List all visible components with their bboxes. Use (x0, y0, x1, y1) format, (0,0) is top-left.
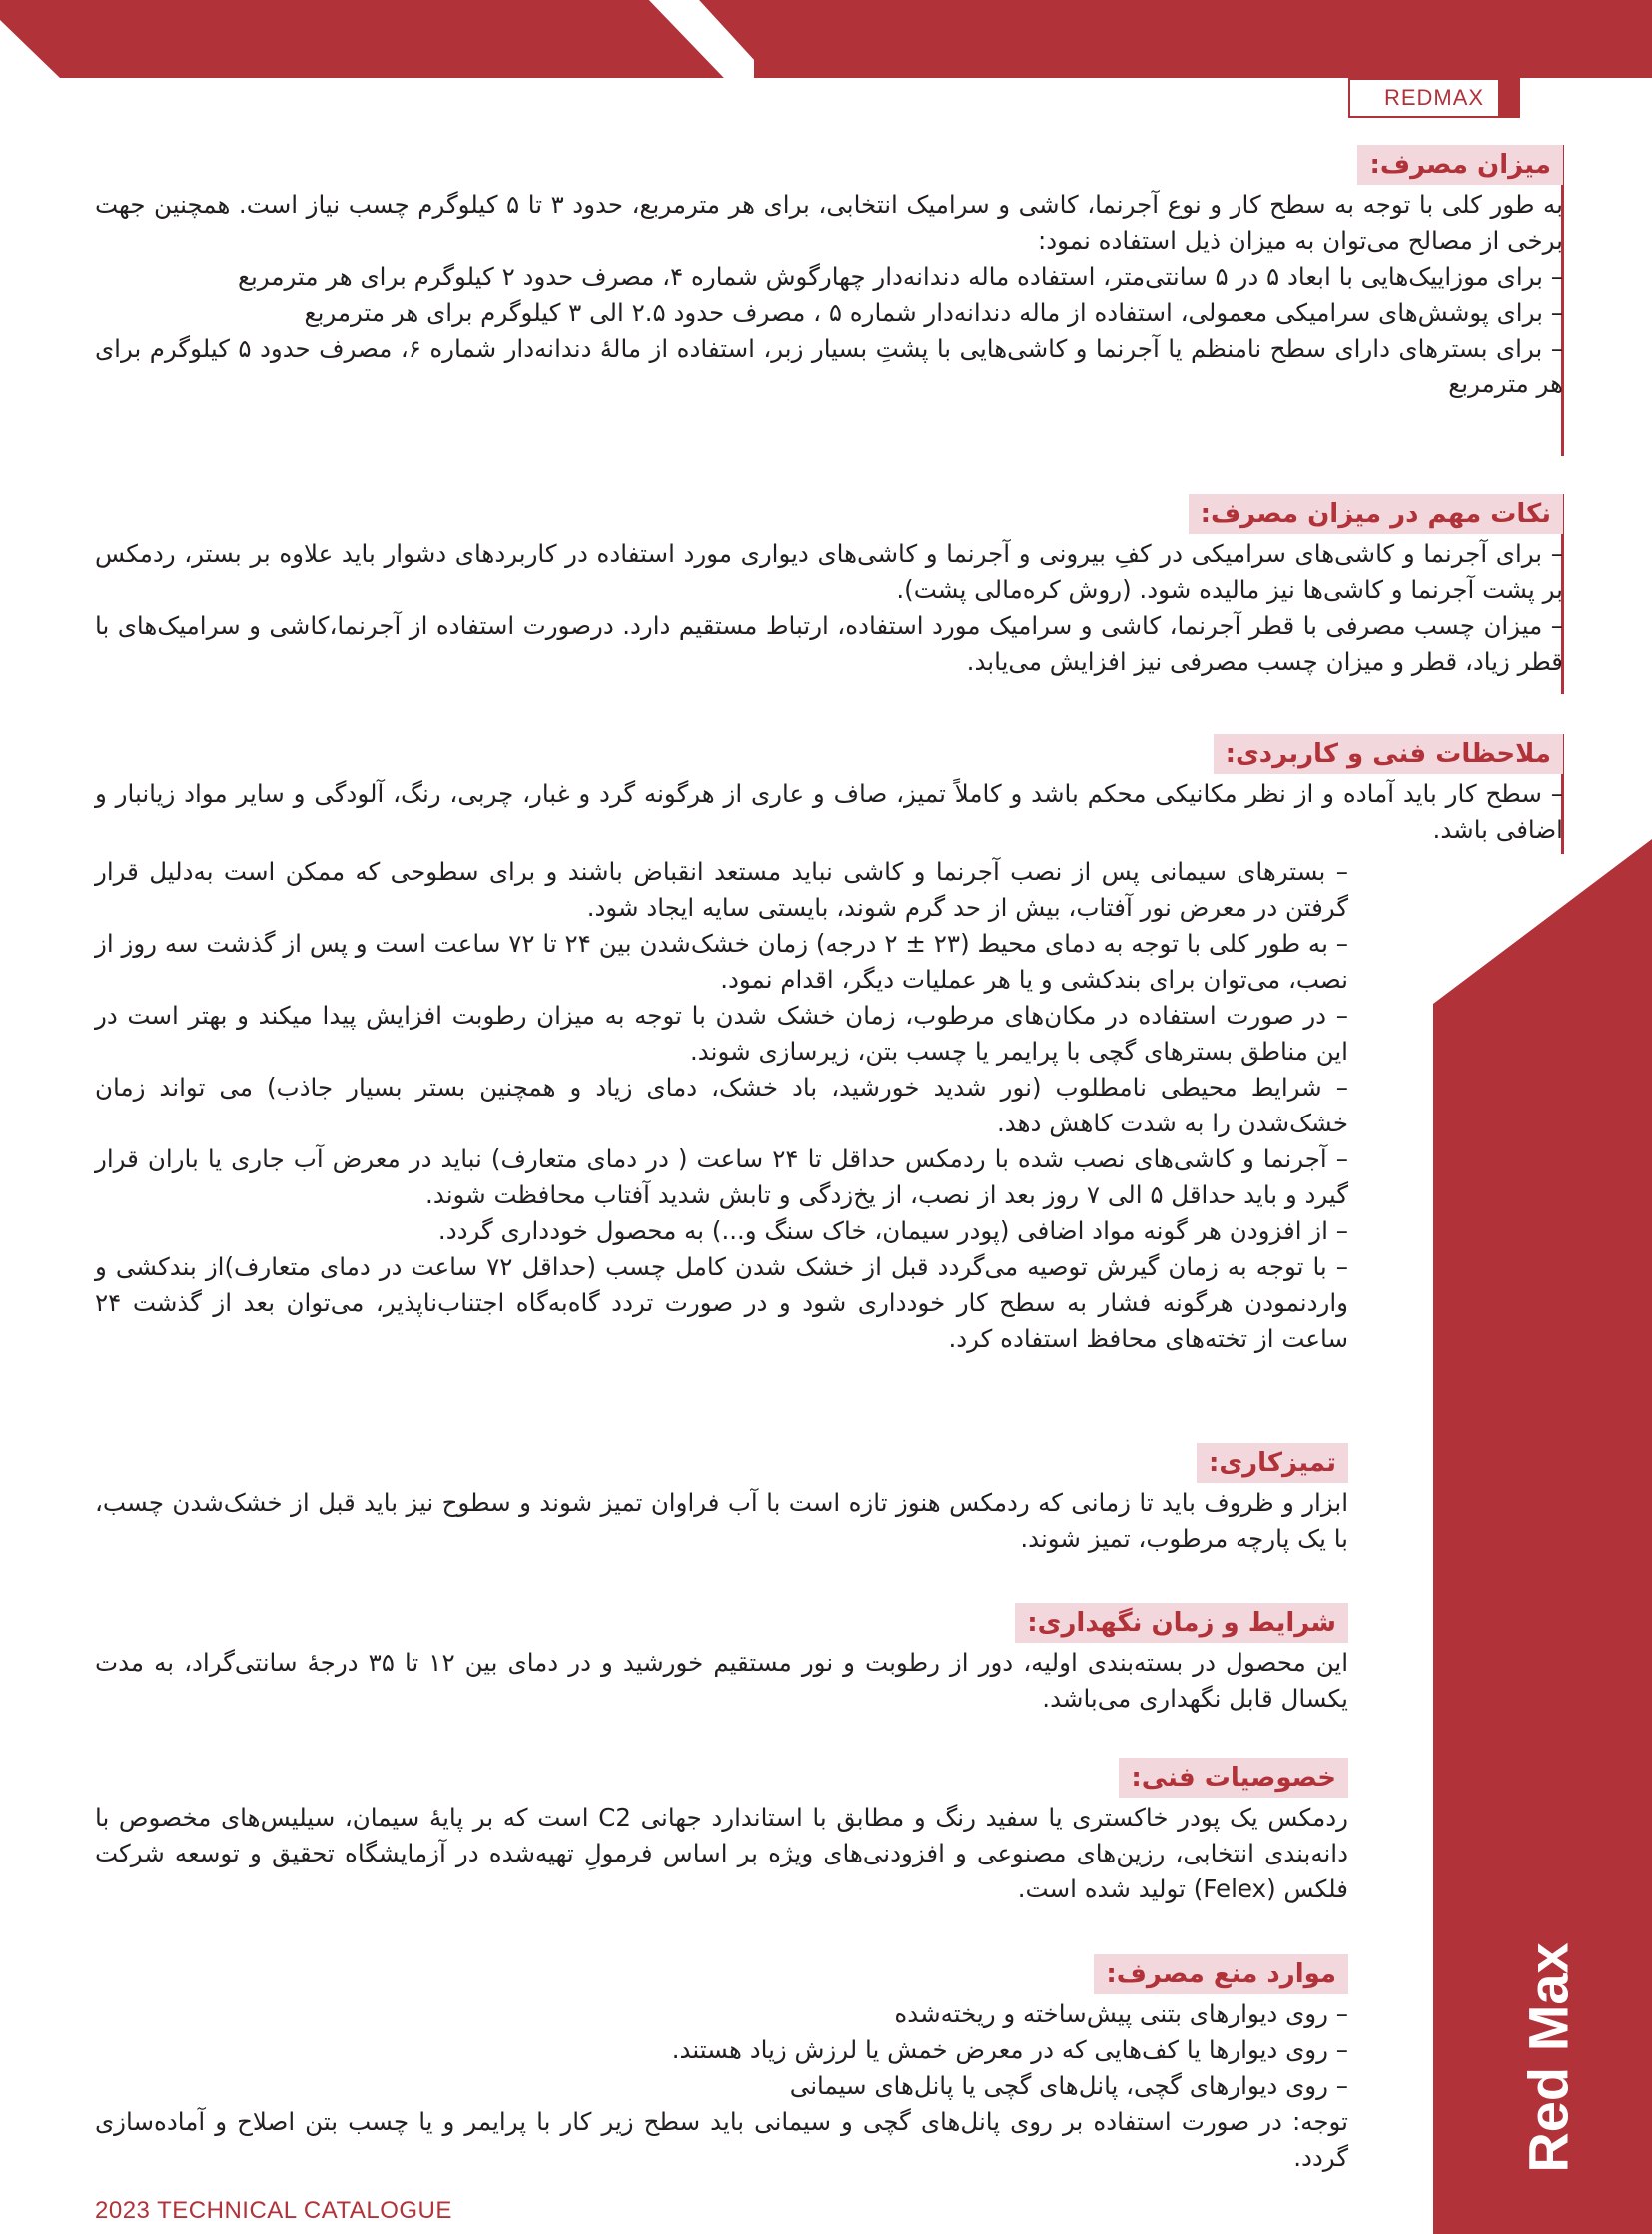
list-item: – برای پوشش‌های سرامیکی معمولی، استفاده از ماله دندانه‌دار شماره ۵ ، مصرف حدود ۲.۵ الی ۳ کیلوگرم برای هر مترمربع (304, 298, 1563, 327)
section-title: تمیزکاری: (1197, 1443, 1348, 1483)
side-brand-text: Red Max (1516, 1941, 1580, 2173)
list-item: – با توجه به زمان گیرش توصیه می‌گردد قبل از خشک شدن کامل چسب (حداقل ۷۲ ساعت در دمای متعارف)از بندکشی و واردنمودن هرگونه فشار به سطح کار خودداری شود و در صورت تردد گاه‌به‌گاه اجتناب‌ناپذیر، می‌توان بعد از گذشت ۲۴ ساعت از تخته‌های محافظ استفاده کرد. (95, 1252, 1348, 1353)
list-item: – برای موزاییک‌هایی با ابعاد ۵ در ۵ سانتی‌متر، استفاده ماله دندانه‌دار چهارگوش شماره ۴، مصرف حدود ۲ کیلوگرم برای هر مترمربع (237, 262, 1563, 291)
list-item: – از افزودن هر گونه مواد اضافی (پودر سیمان، خاک سنگ و...) به محصول خودداری گردد. (437, 1216, 1348, 1245)
list-item: – برای بسترهای دارای سطح نامنظم یا آجرنما و کاشی‌هایی با پشتِ بسیار زبر، استفاده از مالۀ دندانه‌دار شماره ۶، مصرف حدود ۵ کیلوگرم برای هر مترمربع (95, 334, 1563, 398)
paragraph: به طور کلی با توجه به سطح کار و نوع آجرنما، کاشی و سرامیک انتخابی، برای هر مترمربع، حدود ۳ تا ۵ کیلوگرم چسب نیاز است. همچنین جهت برخی از مصالح می‌توان به میزان ذیل استفاده نمود: (95, 190, 1563, 255)
paragraph: ردمکس یک پودر خاکستری یا سفید رنگ و مطابق با استاندارد جهانی C2 است که بر پایۀ سیمان، سیلیس‌های مخصوص با دانه‌بندی انتخابی، رزین‌های مصنوعی و افزودنی‌های ویژه بر اساس فرمولِ تهیه‌شده در آزمایشگاه تحقیق و توسعه شرکت فلکس (Felex) تولید شده است. (95, 1803, 1348, 1903)
section-cleaning (95, 1443, 1348, 1557)
brand-box-accent (1498, 78, 1520, 118)
paragraph: این محصول در بسته‌بندی اولیه، دور از رطوبت و نور مستقیم خورشید و در دمای بین ۱۲ تا ۳۵ درجۀ سانتی‌گراد، به مدت یکسال قابل نگهداری می‌باشد. (95, 1648, 1348, 1713)
note-text: توجه: در صورت استفاده بر روی پانل‌های گچی و سیمانی باید سطح زیر کار با پرایمر و یا چسب بتن اصلاح و آماده‌سازی گردد. (95, 2107, 1348, 2172)
section-technical-head (95, 734, 1563, 848)
section-title: شرایط و زمان نگهداری: (1015, 1603, 1348, 1643)
list-item: – برای آجرنما و کاشی‌های سرامیکی در کفِ بیرونی و آجرنما و کاشی‌های دیواری مورد استفاده در کاربردهای دشوار باید علاوه بر بستر، ردمکس بر پشت آجرنما و کاشی‌ها نیز مالیده شود. (روش کره‌مالی پشت). (95, 539, 1563, 604)
list-item: – بسترهای سیمانی پس از نصب آجرنما و کاشی نباید مستعد انقباض باشند و برای سطوحی که ممکن است به‌دلیل قرار گرفتن در معرض نور آفتاب، بیش از حد گرم شوند، بایستی سایه ایجاد شود. (95, 857, 1348, 922)
section-storage (95, 1603, 1348, 1717)
section-technical (95, 854, 1348, 1357)
list-item: – شرایط محیطی نامطلوب (نور شدید خورشید، باد خشک، دمای زیاد و همچنین بستر بسیار جاذب) می تواند زمان خشک‌شدن را به شدت کاهش دهد. (95, 1073, 1348, 1137)
section-consumption (95, 145, 1563, 402)
list-item: – سطح کار باید آماده و از نظر مکانیکی محکم باشد و کاملاً تمیز، صاف و عاری از هرگونه گرد و غبار، چربی، رنگ، آلودگی و سایر مواد زیانبار و اضافی باشد. (95, 779, 1563, 844)
paragraph: ابزار و ظروف باید تا زمانی که ردمکس هنوز تازه است با آب فراوان تمیز شوند و سطوح نیز باید قبل از خشک‌شدن چسب، با یک پارچه مرطوب، تمیز شوند. (95, 1488, 1348, 1553)
section-title: خصوصیات فنی: (1119, 1758, 1348, 1798)
footer-catalogue-label: 2023 TECHNICAL CATALOGUE (95, 2197, 452, 2224)
section-notes (95, 494, 1563, 680)
section-title: میزان مصرف: (1357, 145, 1563, 185)
section-prohibited (95, 1954, 1348, 2176)
list-item: – به طور کلی با توجه به دمای محیط (۲۳ ± ۲ درجه) زمان خشک‌شدن بین ۲۴ تا ۷۲ ساعت است و پس از گذشت سه روز از نصب، می‌توان برای بندکشی و یا هر عملیات دیگر، اقدام نمود. (95, 929, 1348, 994)
list-item: – روی دیوارهای گچی، پانل‌های گچی یا پانل‌های سیمانی (789, 2071, 1348, 2100)
list-item: – آجرنما و کاشی‌های نصب شده با ردمکس حداقل تا ۲۴ ساعت ( در دمای متعارف) نباید در معرض آب جاری یا باران قرار گیرد و باید حداقل ۵ الی ۷ روز بعد از نصب، از یخ‌زدگی و تابش شدید آفتاب محافظت شوند. (95, 1144, 1348, 1209)
brand-label: REDMAX (1348, 78, 1518, 118)
section-title: ملاحظات فنی و کاربردی: (1214, 734, 1563, 774)
list-item: – در صورت استفاده در مکان‌های مرطوب، زمان خشک شدن با توجه به میزان رطوبت افزایش پیدا میکند و بهتر است در این مناطق بسترهای گچی با پرایمر یا چسب بتن، زیرسازی شوند. (95, 1001, 1348, 1066)
list-item: – میزان چسب مصرفی با قطر آجرنما، کاشی و سرامیک مورد استفاده، ارتباط مستقیم دارد. درصورت استفاده از آجرنما،کاشی و سرامیک‌های با قطر زیاد، قطر و میزان چسب مصرفی نیز افزایش می‌یابد. (95, 611, 1563, 676)
section-title: موارد منع مصرف: (1094, 1954, 1348, 1994)
side-brand-logo (1518, 1907, 1578, 2207)
section-specs (95, 1758, 1348, 1907)
section-title: نکات مهم در میزان مصرف: (1189, 494, 1563, 534)
list-item: – روی دیوارها یا کف‌هایی که در معرض خمش یا لرزش زیاد هستند. (671, 2035, 1348, 2064)
list-item: – روی دیوارهای بتنی پیش‌ساخته و ریخته‌شده (894, 1999, 1348, 2028)
header-band (0, 0, 1652, 78)
